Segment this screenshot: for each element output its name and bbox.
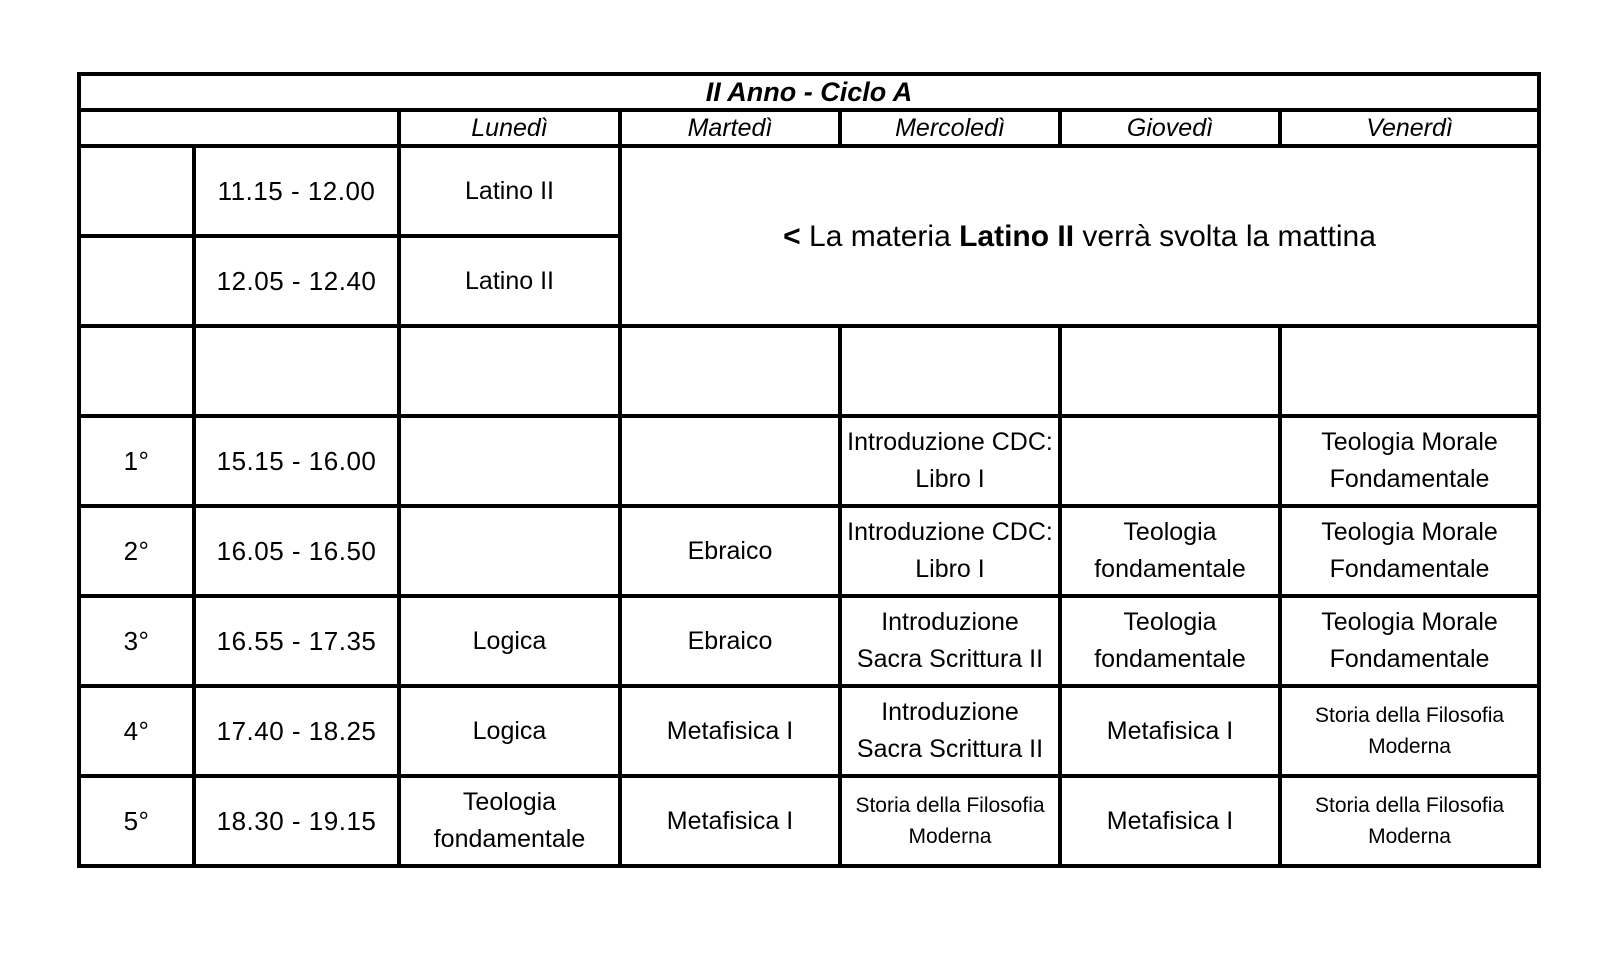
subject-cell — [399, 596, 620, 686]
subject-line: Libro I — [915, 555, 985, 583]
subject-cell — [1280, 686, 1539, 776]
empty-cell — [79, 326, 194, 416]
empty-cell — [620, 326, 840, 416]
subject-cell: Latino II — [399, 146, 620, 236]
subject-line: Storia della Filosofia — [1314, 704, 1505, 727]
subject-line: Moderna — [1368, 825, 1451, 848]
day-header: Giovedì — [1060, 110, 1280, 146]
subject-line: Ebraico — [687, 626, 773, 655]
subject-line: Logica — [472, 716, 547, 745]
subject-cell — [399, 416, 620, 506]
subject-cell — [620, 416, 840, 506]
period-number: 3° — [79, 596, 194, 686]
subject-line: Storia della Filosofia — [855, 794, 1045, 817]
subject-line: fondamentale — [1094, 555, 1246, 583]
subject-line: Metafisica I — [666, 806, 794, 835]
subject-line: Sacra Scrittura II — [856, 735, 1044, 763]
time-slot: 16.55 - 17.35 — [194, 596, 399, 686]
subject-line: Introduzione CDC: — [847, 518, 1053, 546]
table-row — [79, 776, 1539, 866]
subject-line: Metafisica I — [1106, 806, 1234, 835]
period-number: 2° — [79, 506, 194, 596]
subject-line: Introduzione CDC: — [847, 428, 1053, 456]
subject-cell: Latino II — [399, 236, 620, 326]
subject-line: Storia della Filosofia — [1314, 794, 1505, 817]
subject-cell — [1280, 596, 1539, 686]
subject-line: Moderna — [908, 825, 992, 848]
table-row — [79, 416, 1539, 506]
subject-line: Teologia — [462, 788, 557, 816]
subject-line: Fondamentale — [1329, 465, 1490, 493]
note-cell — [620, 146, 1539, 326]
period-number: 5° — [79, 776, 194, 866]
time-slot: 17.40 - 18.25 — [194, 686, 399, 776]
subject-line: Teologia Morale — [1321, 518, 1498, 546]
subject-cell — [840, 416, 1060, 506]
subject-line: Metafisica I — [666, 716, 794, 745]
empty-cell — [1280, 326, 1539, 416]
empty-cell — [399, 326, 620, 416]
subject-cell — [840, 776, 1060, 866]
empty-row — [79, 326, 1539, 416]
subject-line: Teologia — [1123, 608, 1217, 636]
subject-cell — [620, 506, 840, 596]
subject-cell — [399, 506, 620, 596]
afternoon-rows — [79, 416, 1539, 866]
subject-line: Fondamentale — [1329, 645, 1490, 673]
time-slot: 16.05 - 16.50 — [194, 506, 399, 596]
subject-cell — [1060, 776, 1280, 866]
table-row — [79, 596, 1539, 686]
day-header: Martedì — [620, 110, 840, 146]
subject-cell — [399, 686, 620, 776]
empty-cell — [1060, 326, 1280, 416]
table-title: II Anno - Ciclo A — [79, 74, 1539, 110]
subject-cell — [1280, 416, 1539, 506]
subject-line: fondamentale — [433, 825, 586, 853]
subject-cell — [840, 506, 1060, 596]
subject-line: Introduzione — [881, 608, 1019, 636]
subject-line: Libro I — [915, 465, 985, 493]
subject-line: Teologia Morale — [1321, 608, 1498, 636]
corner-cell — [79, 110, 399, 146]
period-number — [79, 146, 194, 236]
note-text-bold: Latino II — [959, 219, 1075, 253]
subject-cell — [620, 596, 840, 686]
empty-cell — [194, 326, 399, 416]
timetable — [77, 72, 1541, 868]
time-slot: 12.05 - 12.40 — [194, 236, 399, 326]
subject-cell — [620, 686, 840, 776]
subject-cell — [1060, 506, 1280, 596]
subject-line: Metafisica I — [1106, 716, 1234, 745]
day-header: Mercoledì — [840, 110, 1060, 146]
note-text-before: La materia — [809, 219, 960, 253]
subject-line: Logica — [472, 626, 547, 655]
day-header-row — [79, 110, 1539, 146]
subject-line: Ebraico — [687, 536, 773, 565]
period-number: 1° — [79, 416, 194, 506]
period-number: 4° — [79, 686, 194, 776]
subject-cell — [399, 776, 620, 866]
subject-cell — [1060, 686, 1280, 776]
subject-cell — [1280, 776, 1539, 866]
morning-row — [79, 146, 1539, 236]
time-slot: 18.30 - 19.15 — [194, 776, 399, 866]
subject-line: Teologia Morale — [1321, 428, 1498, 456]
table-row — [79, 686, 1539, 776]
subject-line: Sacra Scrittura II — [856, 645, 1044, 673]
time-slot: 15.15 - 16.00 — [194, 416, 399, 506]
subject-cell — [1280, 506, 1539, 596]
subject-line: Moderna — [1368, 735, 1451, 758]
subject-cell — [840, 686, 1060, 776]
period-number — [79, 236, 194, 326]
subject-cell — [620, 776, 840, 866]
time-slot: 11.15 - 12.00 — [194, 146, 399, 236]
title-row — [79, 74, 1539, 110]
day-header: Lunedì — [399, 110, 620, 146]
day-header: Venerdì — [1280, 110, 1539, 146]
table-row — [79, 506, 1539, 596]
subject-line: Teologia — [1123, 518, 1217, 546]
subject-cell — [840, 596, 1060, 686]
note-text-after: verrà svolta la mattina — [1074, 219, 1376, 253]
note-arrow: < — [783, 219, 810, 253]
subject-line: Introduzione — [881, 698, 1019, 726]
subject-line: fondamentale — [1094, 645, 1246, 673]
subject-cell — [1060, 416, 1280, 506]
subject-line: Fondamentale — [1329, 555, 1490, 583]
subject-cell — [1060, 596, 1280, 686]
empty-cell — [840, 326, 1060, 416]
